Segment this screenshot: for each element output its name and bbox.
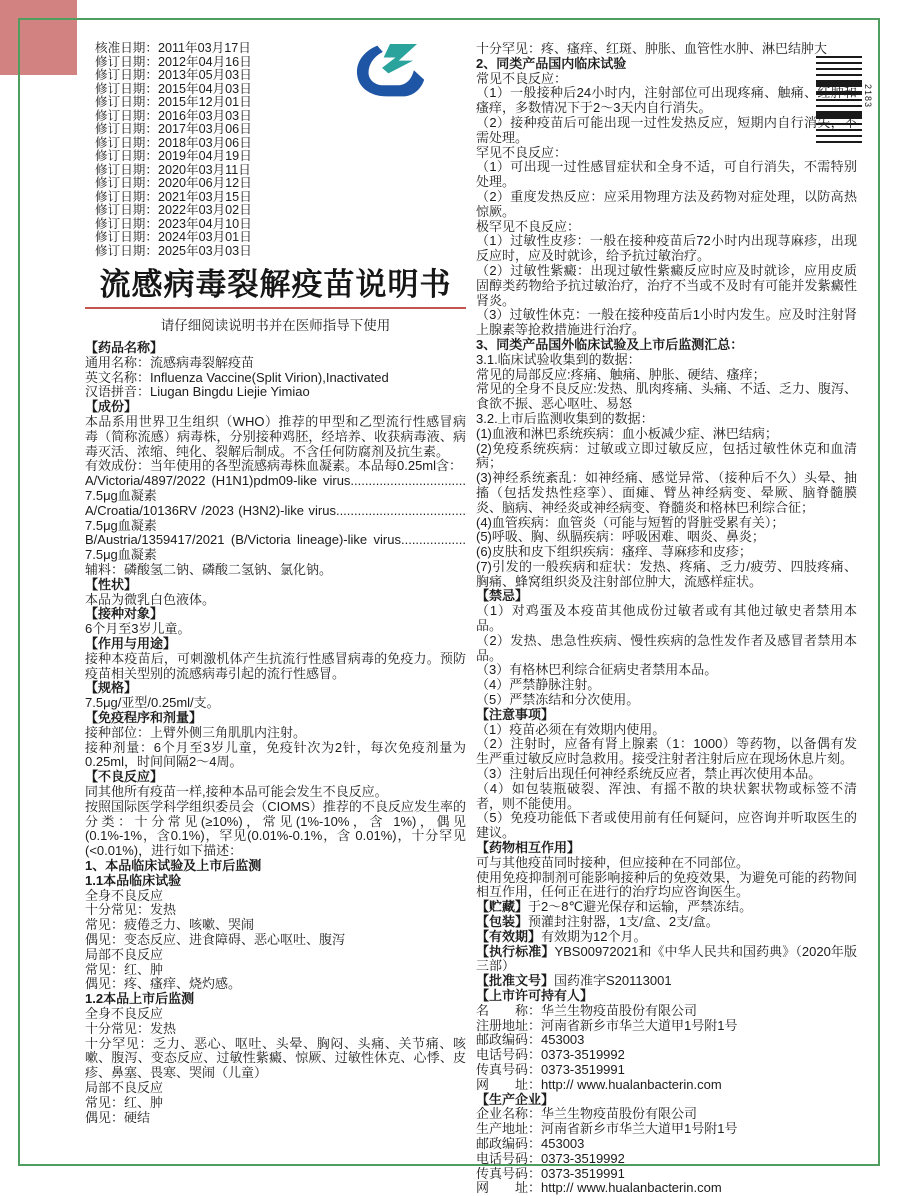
text-block: 有效成份：当年使用的各型流感病毒株血凝素。本品每0.25ml含：	[85, 458, 463, 474]
left-column	[85, 42, 466, 1196]
text-block: 按照国际医学科学组织委员会（CIOMS）推荐的不良反应发生率的分类：十分常见(≥10%)，常见(1%-10%，含 1%)，偶见(0.1%-1%，含0.1%)，罕见(0.01%-0.1%，含 0.01%)，十分罕见(<0.01%)，进行如下描述：	[85, 798, 466, 859]
content-area	[85, 42, 857, 1196]
text-block: （5）免疫功能低下者或使用前有任何疑问，应咨询并听取医生的建议。	[476, 810, 857, 841]
text-block: 英文名称：Influenza Vaccine(Split Virion),Inactivated	[85, 369, 389, 385]
text-block: 电话号码：0373-3519992	[476, 1047, 625, 1063]
text-block: 偶见：变态反应、进食障碍、恶心呕吐、腹泻	[85, 931, 346, 947]
text-block: 十分罕见：乏力、恶心、呕吐、头晕、胸闷、头痛、关节痛、咳嗽、腹泻、变态反应、过敏性紫癜、惊厥、过敏性休克、心悸、皮疹、鼻塞、畏寒、哭闹（儿童）	[85, 1035, 466, 1081]
right-column	[476, 42, 857, 1196]
date-line: 修订日期：2017年03月06日	[95, 122, 252, 136]
date-line: 修订日期：2018年03月06日	[95, 135, 252, 150]
title-block	[85, 268, 466, 309]
text-block: B/Austria/1359417/2021 (B/Victoria lineage)-like virus..................7.5μg血凝素	[85, 532, 466, 563]
text-block: （4）严禁静脉注射。	[476, 677, 601, 693]
date-line: 修订日期：2020年06月12日	[95, 176, 252, 190]
document-title: 流感病毒裂解疫苗说明书	[99, 267, 452, 302]
text-block: 十分常见：发热	[85, 1020, 177, 1036]
text-block: (6)皮肤和皮下组织疾病：瘙痒、荨麻疹和皮疹；	[476, 544, 752, 560]
date-line: 核准日期：2011年03月17日	[95, 41, 251, 55]
text-block: 常见：红、肿	[85, 961, 164, 977]
section-heading: 【接种对象】	[85, 606, 164, 622]
date-line: 修订日期：2022年03月02日	[95, 203, 252, 217]
text-block: （2）发热、患急性疾病、慢性疾病的急性发作者及感冒者禁用本品。	[476, 632, 857, 663]
document-subtitle: 请仔细阅读说明书并在医师指导下使用	[160, 318, 391, 334]
text-block: 罕见不良反应：	[476, 144, 568, 160]
text-block: 传真号码：0373-3519991	[476, 1165, 625, 1181]
text-block: A/Croatia/10136RV /2023 (H3N2)-like virus....................................7.5μg血凝素	[85, 502, 466, 533]
section-heading: 【禁忌】	[476, 588, 529, 604]
date-line: 修订日期：2020年03月11日	[95, 162, 251, 177]
section-heading: 1.1本品临床试验	[85, 872, 182, 888]
text-block: 辅料：磷酸氢二钠、磷酸二氢钠、氯化钠。	[85, 562, 333, 578]
text-block: 邮政编码：453003	[476, 1032, 585, 1048]
text-block: （3）注射后出现任何神经系统反应者，禁止再次使用本品。	[476, 766, 822, 782]
text-block: 【包装】预灌封注射器，1支/盒、2支/盒。	[476, 914, 719, 930]
section-heading: 【性状】	[85, 576, 138, 592]
text-block: 【有效期】有效期为12个月。	[476, 928, 647, 944]
text-block: 【批准文号】国药准字S20113001	[476, 973, 672, 989]
section-heading: 【作用与用途】	[85, 636, 177, 652]
text-block: 3.1.临床试验收集到的数据：	[476, 351, 641, 367]
section-heading: 【不良反应】	[85, 769, 164, 785]
section-heading: 2、同类产品国内临床试验	[476, 55, 627, 71]
date-line: 修订日期：2023年04月10日	[95, 216, 252, 231]
right-column-body	[476, 42, 857, 1196]
text-block: (4)血管疾病：血管炎（可能与短暂的肾脏受累有关）；	[476, 514, 785, 530]
text-block: （4）如包装瓶破裂、浑浊、有摇不散的块状絮状物或标签不清者，则不能使用。	[476, 780, 857, 811]
text-block: 常见：疲倦乏力、咳嗽、哭闹	[85, 917, 255, 933]
date-line: 修订日期：2013年05月03日	[95, 68, 252, 82]
text-block: （1）对鸡蛋及本疫苗其他成份过敏者或有其他过敏史者禁用本品。	[476, 603, 857, 634]
date-line: 修订日期：2015年12月01日	[95, 95, 252, 109]
text-block: 【贮藏】于2～8℃避光保存和运输，严禁冻结。	[476, 899, 753, 915]
text-block: 常见不良反应：	[476, 70, 568, 86]
section-heading: 【上市许可持有人】	[476, 988, 594, 1003]
text-block: 邮政编码：453003	[476, 1135, 585, 1151]
text-block: (2)免疫系统疾病：过敏或立即过敏反应，包括过敏性休克和血清病；	[476, 440, 857, 471]
corner-decoration	[0, 0, 77, 75]
text-block: 接种部位：上臂外侧三角肌肌内注射。	[85, 724, 307, 740]
text-block: 可与其他疫苗同时接种，但应接种在不同部位。	[476, 854, 750, 870]
text-block: 网 址：http:// www.hualanbacterin.com	[476, 1180, 722, 1196]
text-block: 传真号码：0373-3519991	[476, 1061, 625, 1077]
text-block: 汉语拼音：Liugan Bingdu Liejie Yimiao	[85, 384, 310, 400]
text-block: (3)神经系统紊乱：如神经痛、感觉异常、（接种后不久）头晕、抽搐（包括发热性痉挛）、面瘫、臂丛神经病变、晕厥、脑脊髓膜炎、脑病、神经炎或神经病变、脊髓炎和格林巴利综合征；	[476, 470, 857, 515]
text-block: 名 称：华兰生物疫苗股份有限公司	[476, 1002, 698, 1018]
date-line: 修订日期：2021年03月15日	[95, 189, 252, 204]
text-block: 常见的局部反应:疼痛、触痛、肿胀、硬结、瘙痒；	[476, 366, 766, 382]
text-block: 通用名称：流感病毒裂解疫苗	[85, 354, 255, 370]
text-block: （3）有格林巴利综合征病史者禁用本品。	[476, 662, 718, 678]
text-block: 局部不良反应	[85, 946, 164, 962]
text-block: 【执行标准】YBS00972021和《中华人民共和国药典》（2020年版三部）	[476, 943, 857, 974]
text-block: （2）过敏性紫癜：出现过敏性紫癜反应时应及时就诊，应用皮质固醇类药物给予抗过敏治疗，治疗不当或不及时有可能并发紫癜性肾炎。	[476, 262, 857, 308]
text-block: 常见的全身不良反应:发热、肌肉疼痛、头痛、不适、乏力、腹泻、食欲不振、恶心呕吐、易怒	[476, 381, 857, 412]
text-block: 6个月至3岁儿童。	[85, 621, 191, 637]
text-block: (5)呼吸、胸、纵膈疾病：呼吸困难、咽炎、鼻炎；	[476, 529, 765, 545]
text-block: 十分常见：发热	[85, 902, 177, 918]
text-block: （1）一般接种后24小时内，注射部位可出现疼痛、触痛、红肿和瘙痒，多数情况下于2～3天内自行消失。	[476, 85, 857, 116]
text-block: 同其他所有疫苗一样,接种本品可能会发生不良反应。	[85, 784, 388, 799]
text-block: (1)血液和淋巴系统疾病：血小板减少症、淋巴结病；	[476, 425, 778, 441]
text-block: 全身不良反应	[85, 887, 164, 903]
text-block: 极罕见不良反应：	[476, 218, 581, 234]
date-line: 修订日期：2015年04月03日	[95, 81, 252, 96]
text-block: 注册地址：河南省新乡市华兰大道甲1号附1号	[476, 1017, 738, 1033]
text-block: （1）疫苗必须在有效期内使用。	[476, 721, 666, 737]
date-line: 修订日期：2012年04月16日	[95, 54, 252, 69]
text-block: 本品系用世界卫生组织（WHO）推荐的甲型和乙型流行性感冒病毒（简称流感）病毒株，分别接种鸡胚，经培养、收获病毒液、病毒灭活、浓缩、纯化、裂解后制成。不含任何防腐剂及抗生素。	[85, 414, 466, 459]
text-block: （1）可出现一过性感冒症状和全身不适，可自行消失，不需特别处理。	[476, 159, 857, 190]
date-line: 修订日期：2019年04月19日	[95, 149, 252, 163]
text-block: 7.5μg/亚型/0.25ml/支。	[85, 695, 220, 711]
text-block: 电话号码：0373-3519992	[476, 1150, 625, 1166]
section-heading: 【免疫程序和剂量】	[85, 710, 203, 726]
text-block: (7)引发的一般疾病和症状：发热、疼痛、乏力/疲劳、四肢疼痛、胸痛、蜂窝组织炎及注射部位肿大，流感样症状。	[476, 558, 857, 589]
text-block: 企业名称：华兰生物疫苗股份有限公司	[476, 1106, 698, 1122]
section-heading: 【药品名称】	[85, 340, 164, 356]
date-line: 修订日期：2016年03月03日	[95, 108, 252, 123]
text-block: （2）接种疫苗后可能出现一过性发热反应，短期内自行消失，不需处理。	[476, 114, 857, 145]
section-heading: 【规格】	[85, 680, 138, 696]
section-heading: 1、本品临床试验及上市后监测	[85, 857, 262, 873]
section-heading: 【成份】	[85, 399, 138, 415]
text-block: 本品为微乳白色液体。	[85, 591, 216, 607]
text-block: 偶见：硬结	[85, 1109, 151, 1125]
section-heading: 1.2本品上市后监测	[85, 991, 195, 1007]
section-heading: 【生产企业】	[476, 1091, 555, 1107]
text-block: （2）注射时，应备有肾上腺素（1：1000）等药物，以备偶有发生严重过敏反应时急救用。接受注射者注射后应在现场休息片刻。	[476, 736, 857, 767]
text-block: 局部不良反应	[85, 1079, 164, 1095]
text-block: 全身不良反应	[85, 1005, 164, 1021]
barcode-number: 2183	[863, 84, 873, 109]
text-block: 3.2.上市后监测收集到的数据：	[476, 410, 654, 426]
revision-dates	[85, 42, 466, 258]
text-block: 生产地址：河南省新乡市华兰大道甲1号附1号	[476, 1121, 738, 1137]
left-column-body	[85, 341, 466, 1125]
text-block: A/Victoria/4897/2022 (H1N1)pdm09-like virus................................7.5μg血凝素	[85, 473, 466, 504]
date-line: 修订日期：2025年03月03日	[95, 243, 252, 258]
date-line: 修订日期：2024年03月01日	[95, 230, 252, 244]
text-block: 接种本疫苗后，可刺激机体产生抗流行性感冒病毒的免疫力。预防疫苗相关型别的流感病毒引起的流行性感冒。	[85, 650, 466, 681]
text-block: （3）过敏性休克：一般在接种疫苗后1小时内发生。应及时注射肾上腺素等抢救措施进行治疗。	[476, 307, 857, 338]
section-heading: 3、同类产品国外临床试验及上市后监测汇总：	[476, 336, 744, 352]
text-block: （1）过敏性皮疹：一般在接种疫苗后72小时内出现荨麻疹，出现反应时，应及时就诊，给予抗过敏治疗。	[476, 233, 857, 264]
text-block: （2）重度发热反应：应采用物理方法及药物对症处理，以防高热惊厥。	[476, 188, 857, 219]
section-heading: 【注意事项】	[476, 706, 555, 722]
text-block: 偶见：疼、瘙痒、烧灼感。	[85, 976, 242, 992]
text-block: 接种剂量：6个月至3岁儿童，免疫针次为2针，每次免疫剂量为0.25ml，时间间隔2～4周。	[85, 739, 466, 770]
text-block: 网 址：http:// www.hualanbacterin.com	[476, 1076, 722, 1092]
text-block: 常见：红、肿	[85, 1094, 164, 1110]
text-block: （5）严禁冻结和分次使用。	[476, 692, 640, 708]
text-block: 十分罕见：疼、瘙痒、红斑、肿胀、血管性水肿、淋巴结肿大	[476, 41, 828, 56]
text-block: 使用免疫抑制剂可能影响接种后的免疫效果，为避免可能的药物间相互作用，任何正在进行的治疗均应咨询医生。	[476, 869, 857, 900]
section-heading: 【药物相互作用】	[476, 840, 581, 856]
